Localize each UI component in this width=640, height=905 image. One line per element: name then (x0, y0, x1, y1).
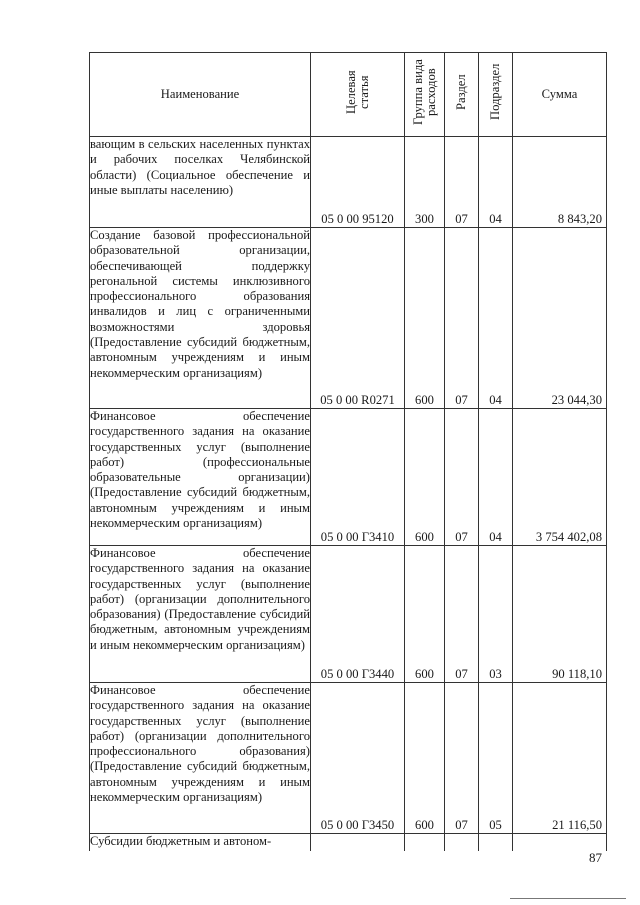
row-subsection: 04 (479, 228, 513, 409)
table-row (90, 409, 607, 546)
row-name: Субсидии бюджетным и автоном- (90, 834, 311, 851)
row-group: 600 (405, 409, 445, 546)
row-sum (513, 834, 607, 851)
header-subsection: Подраздел (479, 53, 513, 137)
header-sum: Сумма (513, 53, 607, 137)
row-sum: 8 843,20 (513, 137, 607, 228)
table-row (90, 228, 607, 409)
row-subsection: 05 (479, 683, 513, 834)
row-subsection: 03 (479, 546, 513, 683)
row-group (405, 834, 445, 851)
row-section: 07 (445, 409, 479, 546)
row-section: 07 (445, 228, 479, 409)
header-name: Наименование (90, 53, 311, 137)
row-code: 05 0 00 95120 (311, 137, 405, 228)
row-group: 300 (405, 137, 445, 228)
row-sum: 23 044,30 (513, 228, 607, 409)
table-row (90, 137, 607, 228)
row-group: 600 (405, 683, 445, 834)
budget-table (89, 52, 607, 851)
row-code: 05 0 00 Г3410 (311, 409, 405, 546)
table-row (90, 683, 607, 834)
row-name: Финансовое обеспечение государственного задания на оказание государственных услуг (выполнение работ) (организации дополнительного образования) (Предоставление субсидий бюджетным, автономным учреждениям и иным некоммерческим организациям) (90, 546, 311, 683)
row-code: 05 0 00 R0271 (311, 228, 405, 409)
row-section: 07 (445, 137, 479, 228)
row-name: Финансовое обеспечение государственного задания на оказание государственных услуг (выполнение работ) (организации дополнительного профессионального образования) (Предоставление субсидий бюджетным, автономным учреждениям и иным некоммерческим организациям) (90, 683, 311, 834)
row-code (311, 834, 405, 851)
row-name: Создание базовой профессиональной образовательной организации, обеспечивающей поддержку регональной системы инклюзивного профессионального образования инвалидов и лиц с ограниченными возможностями здоровья (Предоставление субсидий бюджетным, автономным учреждениям и иным некоммерческим организациям) (90, 228, 311, 409)
header-section: Раздел (445, 53, 479, 137)
row-code: 05 0 00 Г3440 (311, 546, 405, 683)
table-row (90, 834, 607, 851)
row-section: 07 (445, 683, 479, 834)
row-code: 05 0 00 Г3450 (311, 683, 405, 834)
row-subsection: 04 (479, 137, 513, 228)
header-target: Целевая статья (311, 53, 405, 137)
table-row (90, 546, 607, 683)
row-subsection (479, 834, 513, 851)
table-header-row (90, 53, 607, 137)
row-subsection: 04 (479, 409, 513, 546)
footer-rule (510, 898, 626, 899)
row-section: 07 (445, 546, 479, 683)
row-group: 600 (405, 546, 445, 683)
row-group: 600 (405, 228, 445, 409)
row-name: Финансовое обеспечение государственного задания на оказание государственных услуг (выполнение работ) (профессиональные образовательные организации) (Предоставление субсидий бюджетным, автономным учреждениям и иным некоммерческим организациям) (90, 409, 311, 546)
row-section (445, 834, 479, 851)
row-sum: 90 118,10 (513, 546, 607, 683)
row-sum: 3 754 402,08 (513, 409, 607, 546)
row-sum: 21 116,50 (513, 683, 607, 834)
page-number: 87 (589, 850, 602, 865)
row-name: вающим в сельских населенных пунктах и рабочих поселках Челябинской области) (Социальное обеспечение и иные выплаты населению) (90, 137, 311, 228)
header-group: Группа вида расходов (405, 53, 445, 137)
